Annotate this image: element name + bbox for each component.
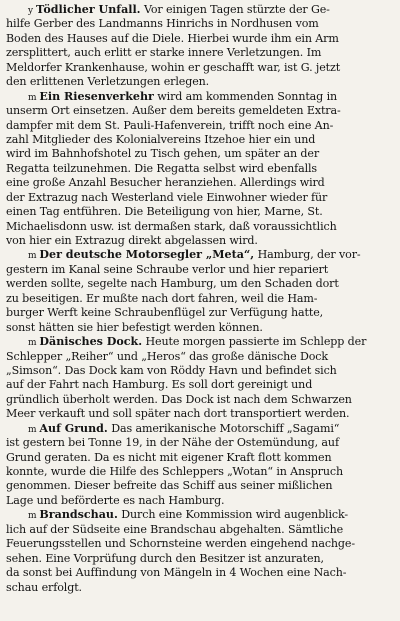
text-line: unserm Ort einsetzen. Außer dem bereits gemeldeten Extra- — [6, 104, 341, 118]
text-line: lich auf der Südseite eine Brandschau abgehalten. Sämtliche — [6, 522, 344, 536]
text-line: Meldorfer Krankenhause, wohin er geschafft war, ist G. jetzt — [6, 60, 341, 74]
text-line: Michaelisdonn usw. ist dermaßen stark, daß voraussichtlich — [6, 219, 337, 233]
text-line: Lage und beförderte es nach Hamburg. — [6, 493, 225, 507]
article-marker: m — [28, 511, 37, 522]
text-line: wird am kommenden Sonntag in — [153, 89, 338, 103]
article-heading: Tödlicher Unfall. — [35, 3, 141, 16]
article-daenisches-dock — [6, 335, 395, 422]
text-line: gestern im Kanal seine Schraube verlor und hier repariert — [6, 262, 329, 276]
article-heading: Auf Grund. — [39, 421, 108, 435]
text-line: Regatta teilzunehmen. Die Regatta selbst wird ebenfalls — [6, 161, 318, 175]
text-line: werden sollte, segelte nach Hamburg, um den Schaden dort — [6, 277, 339, 291]
text-line: Grund geraten. Da es nicht mit eigener Kraft flott kommen — [6, 450, 332, 464]
text-line: Das amerikanische Motorschiff „Sagami“ — [107, 421, 340, 435]
article-marker: y — [28, 6, 33, 16]
text-line: von hier ein Extrazug direkt abgelassen wird. — [6, 234, 258, 247]
text-line: wird im Bahnhofshotel zu Tisch gehen, um später an der — [6, 147, 320, 161]
article-auf-grund — [6, 422, 395, 509]
text-line: auf der Fahrt nach Hamburg. Es soll dort gereinigt und — [6, 378, 313, 392]
article-heading: Dänisches Dock. — [39, 335, 143, 349]
article-marker: m — [28, 251, 37, 262]
text-line: Schlepper „Reiher“ und „Heros“ das große dänische Dock — [6, 349, 328, 363]
text-line: der Extrazug nach Westerland viele Einwohner wieder für — [6, 190, 328, 204]
text-line: konnte, wurde die Hilfe des Schleppers „Wotan“ in Anspruch — [6, 465, 343, 478]
text-line: burger Werft keine Schraubenflügel zur Verfügung hatte, — [6, 306, 324, 320]
article-marker: m — [28, 338, 37, 349]
text-line: den erlittenen Verletzungen erlegen. — [6, 75, 210, 89]
text-line: Feuerungsstellen und Schornsteine werden eingehend nachge- — [6, 537, 355, 551]
article-heading: Brandschau. — [39, 508, 118, 522]
text-line: Durch eine Kommission wird augenblick- — [117, 508, 349, 522]
article-heading: Der deutsche Motorsegler „Meta“, — [39, 248, 255, 262]
text-line: sonst hätten sie hier befestigt werden können. — [6, 320, 263, 334]
text-line: eine große Anzahl Besucher heranziehen. Allerdings wird — [6, 176, 325, 190]
text-line: genommen. Dieser befreite das Schiff aus seiner mißlichen — [6, 479, 333, 493]
text-line: Meer verkauft und soll später nach dort transportiert werden. — [6, 407, 350, 421]
text-line: dampfer mit dem St. Pauli-Hafenverein, trifft noch eine An- — [6, 118, 334, 132]
text-line: schau erfolgt. — [6, 580, 82, 594]
text-line: sehen. Eine Vorprüfung durch den Besitzer ist anzuraten, — [6, 551, 324, 565]
text-line: zu beseitigen. Er mußte nach dort fahren, weil die Ham- — [6, 291, 318, 305]
article-marker: m — [28, 92, 37, 103]
article-heading: Ein Riesenverkehr — [39, 89, 154, 103]
text-line: zahl Mitglieder des Kolonialvereins Itzehoe hier ein und — [6, 132, 316, 146]
article-marker: m — [28, 424, 37, 435]
text-line: gründlich überholt werden. Das Dock ist nach dem Schwarzen — [6, 392, 352, 406]
text-line: „Simson“. Das Dock kam von Röddy Havn und befindet sich — [6, 363, 337, 377]
text-line: ist gestern bei Tonne 19, in der Nähe der Ostemündung, auf — [6, 436, 339, 450]
text-line: Boden des Hauses auf die Diele. Hierbei wurde ihm ein Arm — [6, 31, 339, 45]
text-line: Hamburg, der vor- — [254, 248, 361, 262]
text-line: da sonst bei Auffindung von Mängeln in 4 Wochen eine Nach- — [6, 566, 347, 580]
article-motorsegler-meta — [6, 248, 395, 335]
text-line: Heute morgen passierte im Schlepp der — [142, 335, 367, 349]
text-line: zersplittert, auch erlitt er starke innere Verletzungen. Im — [6, 46, 322, 60]
text-line: einen Tag entführen. Die Beteiligung von hier, Marne, St. — [6, 205, 323, 219]
article-riesenverkehr — [6, 90, 395, 249]
text-line: hilfe Gerber des Landmanns Hinrichs in Nordhusen vom — [6, 17, 319, 31]
text-line: Vor einigen Tagen stürzte der Ge- — [140, 3, 330, 16]
article-toedlicher-unfall — [6, 3, 395, 90]
article-brandschau — [6, 508, 395, 595]
